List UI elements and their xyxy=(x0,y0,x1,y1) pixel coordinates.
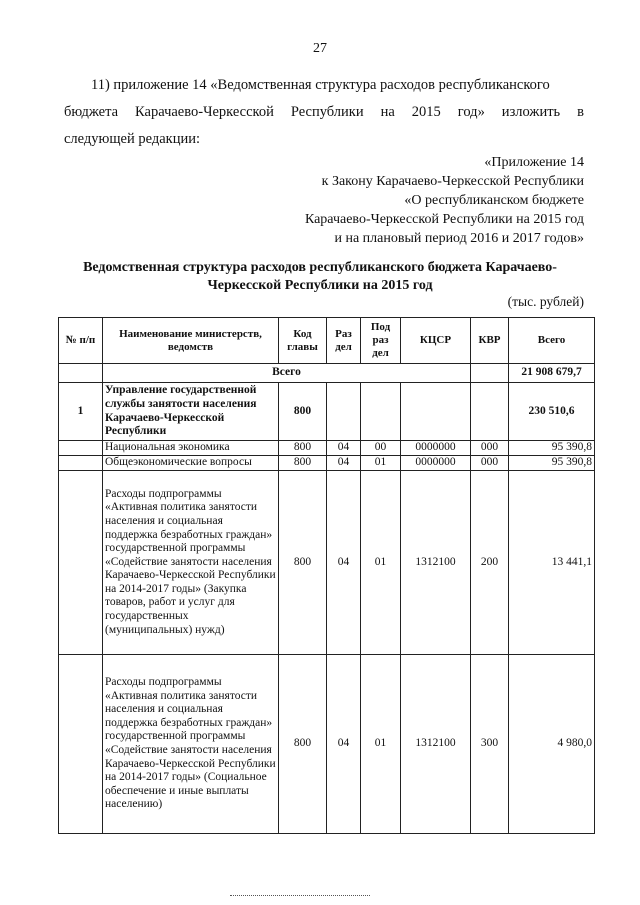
cell-subsection: 01 xyxy=(361,471,401,655)
header-code: Код главы xyxy=(279,318,327,364)
intro-line-1: 11) приложение 14 «Ведомственная структура расходов республиканского xyxy=(91,77,550,93)
cell-code: 800 xyxy=(279,655,327,834)
cell-total: 95 390,8 xyxy=(509,441,595,456)
cell-section xyxy=(327,383,361,441)
cell-subsection: 00 xyxy=(361,441,401,456)
cell-total: 230 510,6 xyxy=(509,383,595,441)
appendix-line-2: к Закону Карачаево-Черкесской Республики xyxy=(321,174,584,189)
page-number: 27 xyxy=(313,41,327,56)
cell-kvr: 200 xyxy=(471,471,509,655)
cell-kvr: 000 xyxy=(471,441,509,456)
appendix-line-4: Карачаево-Черкесской Республики на 2015 год xyxy=(304,212,584,227)
table-row xyxy=(59,456,595,471)
total-value: 21 908 679,7 xyxy=(509,364,595,383)
table-row xyxy=(59,655,595,834)
cell-num xyxy=(59,471,103,655)
intro-paragraph xyxy=(64,72,584,153)
header-section: Раз дел xyxy=(327,318,361,364)
header-total: Всего xyxy=(509,318,595,364)
cell-code: 800 xyxy=(279,471,327,655)
document-title xyxy=(56,259,584,295)
total-row xyxy=(59,364,595,383)
table-row xyxy=(59,441,595,456)
intro-line-3: следующей редакции: xyxy=(64,131,201,147)
cell-kcsr: 1312100 xyxy=(401,655,471,834)
cell-section: 04 xyxy=(327,655,361,834)
cell-num: 1 xyxy=(59,383,103,441)
cell-total: 4 980,0 xyxy=(509,655,595,834)
intro-line-2: бюджета Карачаево-Черкесской Республики на 2015 год» изложить в xyxy=(64,104,584,120)
cell-name: Общеэкономические вопросы xyxy=(103,456,279,471)
title-line-2: Черкесской Республики на 2015 год xyxy=(207,278,433,293)
cell-name: Управление государственной службы занятости населения Карачаево-Черкесской Республики xyxy=(103,383,279,441)
cell-code: 800 xyxy=(279,383,327,441)
cell-subsection xyxy=(361,383,401,441)
appendix-line-3: «О республиканском бюджете xyxy=(404,193,584,208)
header-name: Наименование министерств, ведомств xyxy=(103,318,279,364)
table-header-row xyxy=(59,318,595,364)
cell-num xyxy=(59,441,103,456)
cell-name: Расходы подпрограммы «Активная политика занятости населения и социальная поддержка безработных граждан» государственной программы «Содействие занятости населения Карачаево-Черкесской Республики на 2014-2017 годы» (Закупка товаров, работ и услуг для государственных (муниципальных) нужд) xyxy=(103,471,279,655)
table-row xyxy=(59,383,595,441)
cell-kvr: 000 xyxy=(471,456,509,471)
cell-kcsr: 0000000 xyxy=(401,441,471,456)
cell-kvr xyxy=(471,383,509,441)
budget-table xyxy=(58,317,595,834)
cell-kcsr xyxy=(401,383,471,441)
cell-kvr: 300 xyxy=(471,655,509,834)
cell-section: 04 xyxy=(327,471,361,655)
cell-section: 04 xyxy=(327,456,361,471)
appendix-line-1: «Приложение 14 xyxy=(484,155,584,170)
header-num: № п/п xyxy=(59,318,103,364)
header-subsection: Под раз дел xyxy=(361,318,401,364)
cell-num xyxy=(59,655,103,834)
cell-name: Расходы подпрограммы «Активная политика занятости населения и социальная поддержка безработных граждан» государственной программы «Содействие занятости населения Карачаево-Черкесской Республики на 2014-2017 годы» (Социальное обеспечение и иные выплаты населению) xyxy=(103,655,279,834)
cell-name: Национальная экономика xyxy=(103,441,279,456)
units-note: (тыс. рублей) xyxy=(507,294,584,309)
cell-total: 13 441,1 xyxy=(509,471,595,655)
page-footer-line xyxy=(230,895,370,896)
cell-kcsr: 0000000 xyxy=(401,456,471,471)
appendix-line-5: и на плановый период 2016 и 2017 годов» xyxy=(334,231,584,246)
header-kvr: КВР xyxy=(471,318,509,364)
cell-num xyxy=(59,456,103,471)
title-line-1: Ведомственная структура расходов республиканского бюджета Карачаево- xyxy=(83,260,557,275)
cell-kcsr: 1312100 xyxy=(401,471,471,655)
cell-code: 800 xyxy=(279,456,327,471)
appendix-reference xyxy=(305,153,584,248)
table-row xyxy=(59,471,595,655)
cell-section: 04 xyxy=(327,441,361,456)
cell-total: 95 390,8 xyxy=(509,456,595,471)
header-kcsr: КЦСР xyxy=(401,318,471,364)
cell-subsection: 01 xyxy=(361,456,401,471)
total-label: Всего xyxy=(103,364,471,383)
cell-code: 800 xyxy=(279,441,327,456)
cell-subsection: 01 xyxy=(361,655,401,834)
